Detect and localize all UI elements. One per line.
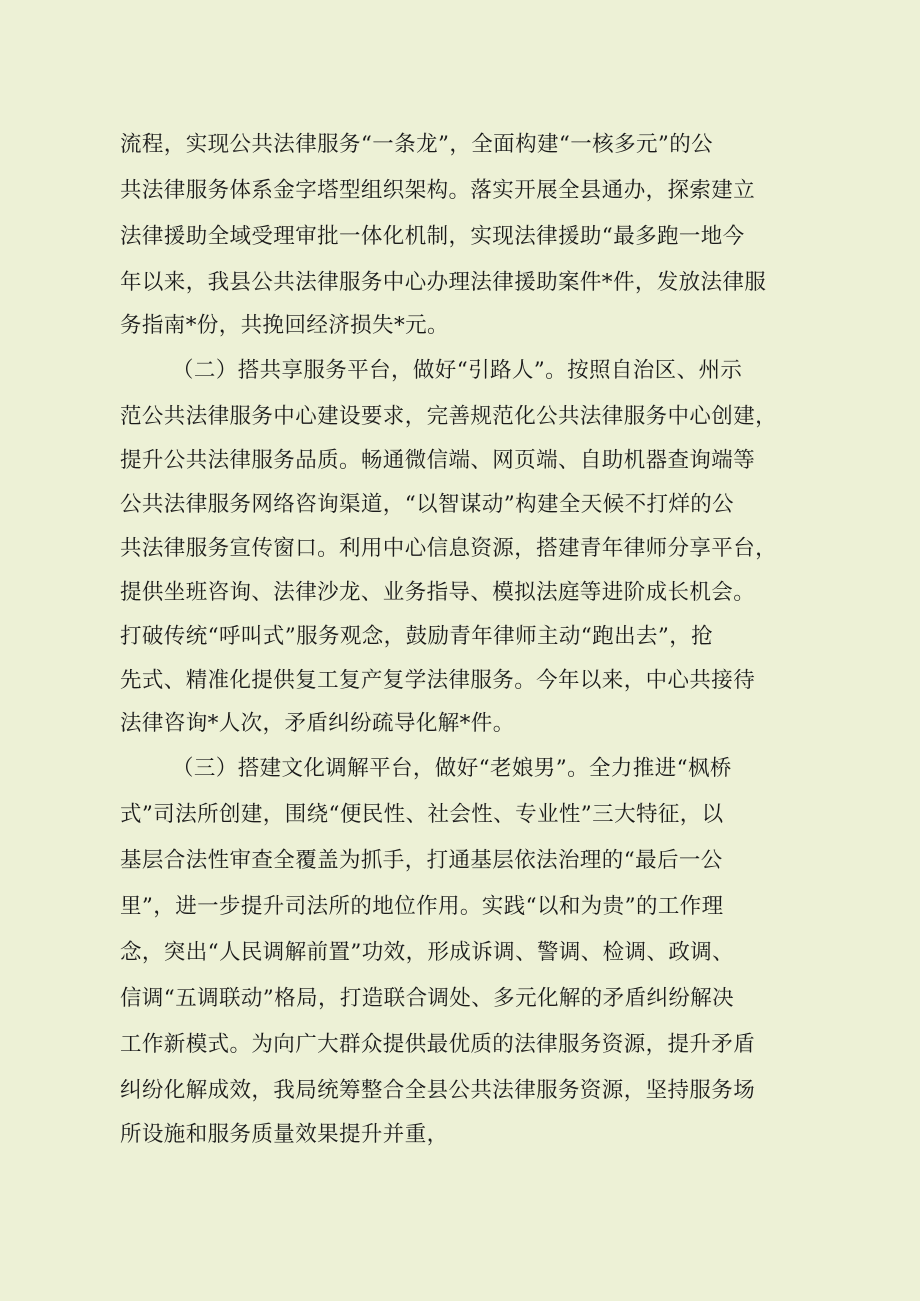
- text-line: 基层合法性审查全覆盖为抓手，打通基层依法治理的“最后一公: [120, 848, 723, 873]
- text-line: 信调“五调联动”格局，打造联合调处、多元化解的矛盾纠纷解决: [120, 986, 735, 1011]
- text-line: 先式、精准化提供复工复产复学法律服务。今年以来，中心共接待: [120, 668, 756, 693]
- text-line: 里”，进一步提升司法所的地位作用。实践“以和为贵”的工作理: [120, 894, 724, 919]
- text-line: 法律咨询*人次，矛盾纠纷疏导化解*件。: [120, 711, 515, 736]
- text-line: 念，突出“人民调解前置”功效，形成诉调、警调、检调、政调、: [120, 940, 735, 965]
- text-line: 公共法律服务网络咨询渠道，“以智谋动”构建全天候不打烊的公: [120, 492, 735, 517]
- text-line: 所设施和服务质量效果提升并重，: [120, 1122, 449, 1147]
- text-line: 流程，实现公共法律服务“一条龙”，全面构建“一核多元”的公: [120, 132, 714, 157]
- text-line: 务指南*份，共挽回经济损失*元。: [120, 313, 449, 338]
- text-line: 打破传统“呼叫式”服务观念，鼓励青年律师主动“跑出去”，抢: [120, 624, 714, 649]
- text-line: 纠纷化解成效，我局统筹整合全县公共法律服务资源，坚持服务场: [120, 1078, 756, 1103]
- text-line: （二）搭共享服务平台，做好“引路人”。按照自治区、州示: [172, 358, 743, 383]
- text-line: （三）搭建文化调解平台，做好“老娘男”。全力推进“枫桥: [172, 756, 732, 781]
- text-line: 共法律服务体系金字塔型组织架构。落实开展全县通办，探索建立: [120, 178, 756, 203]
- text-line: 年以来，我县公共法律服务中心办理法律援助案件*件，发放法律服: [120, 270, 767, 295]
- text-line: 法律援助全域受理审批一体化机制，实现法律援助“最多跑一地今: [120, 224, 745, 249]
- text-line: 提供坐班咨询、法律沙龙、业务指导、模拟法庭等进阶成长机会。: [120, 580, 756, 605]
- text-line: 式”司法所创建，围绕“便民性、社会性、专业性”三大特征，以: [120, 802, 724, 827]
- text-line: 提升公共法律服务品质。畅通微信端、网页端、自助机器查询端等: [120, 448, 756, 473]
- text-line: 范公共法律服务中心建设要求，完善规范化公共法律服务中心创建，: [120, 404, 778, 429]
- text-line: 共法律服务宣传窗口。利用中心信息资源，搭建青年律师分享平台，: [120, 536, 778, 561]
- text-line: 工作新模式。为向广大群众提供最优质的法律服务资源，提升矛盾: [120, 1032, 756, 1057]
